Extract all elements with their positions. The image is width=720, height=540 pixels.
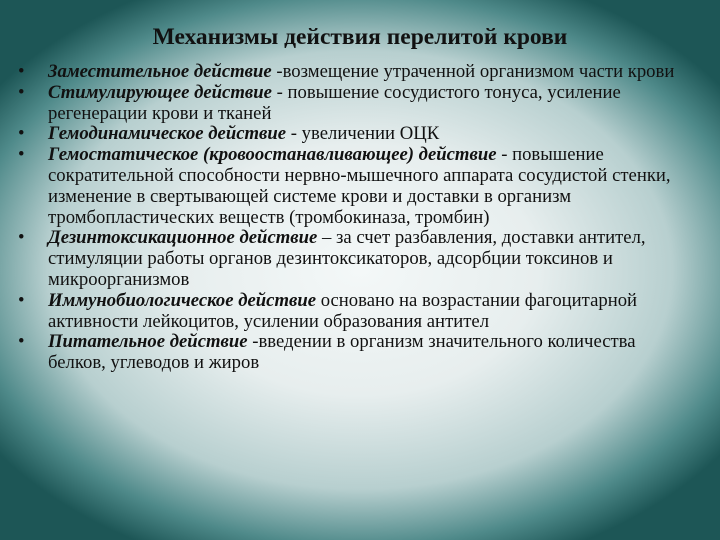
list-item	[18, 83, 698, 125]
mechanism-list	[18, 62, 698, 374]
bullet-icon: •	[18, 123, 25, 145]
bullet-icon: •	[18, 81, 25, 103]
list-item	[18, 145, 698, 228]
item-term: Питательное действие	[48, 331, 248, 353]
item-text: основано на возрастании фагоцитарной активности лейкоцитов, усилении образования антител	[48, 289, 638, 332]
item-term: Заместительное действие	[48, 61, 272, 82]
bullet-icon: •	[18, 61, 25, 82]
slide-title: Механизмы действия перелитой крови	[152, 24, 568, 50]
bullet-icon: •	[18, 331, 25, 353]
list-item	[18, 62, 698, 83]
item-text: – за счет разбавления, доставки антител, стимуляции работы органов дезинтоксикаторов, адсорбции токсинов и микроорганизмов	[48, 227, 646, 290]
item-text: -возмещение утраченной организмом части крови	[271, 61, 675, 82]
bullet-icon: •	[18, 289, 25, 311]
bullet-icon: •	[18, 144, 25, 166]
list-item	[18, 124, 698, 145]
item-text: - повышение сосудистого тонуса, усиление регенерации крови и тканей	[48, 81, 621, 124]
item-term: Дезинтоксикационное действие	[48, 227, 318, 249]
item-text: - увеличении ОЦК	[286, 123, 440, 145]
item-term: Иммунобиологическое действие	[48, 289, 317, 311]
list-item	[18, 332, 698, 374]
list-item	[18, 291, 698, 333]
item-term: Гемостатическое (кровоостанавливающее) действие	[48, 144, 497, 166]
item-text: - повышение сократительной способности нервно-мышечного аппарата сосудистой стенки, изменение в свертывающей системе крови и доставки в организм тромбопластических веществ (тромбокиназа, тромбин)	[48, 144, 671, 228]
list-item	[18, 228, 698, 290]
item-term: Гемодинамическое действие	[48, 123, 287, 145]
item-text: -введении в организм значительного количества белков, углеводов и жиров	[48, 331, 636, 374]
item-term: Стимулирующее действие	[48, 81, 272, 103]
bullet-icon: •	[18, 227, 25, 249]
